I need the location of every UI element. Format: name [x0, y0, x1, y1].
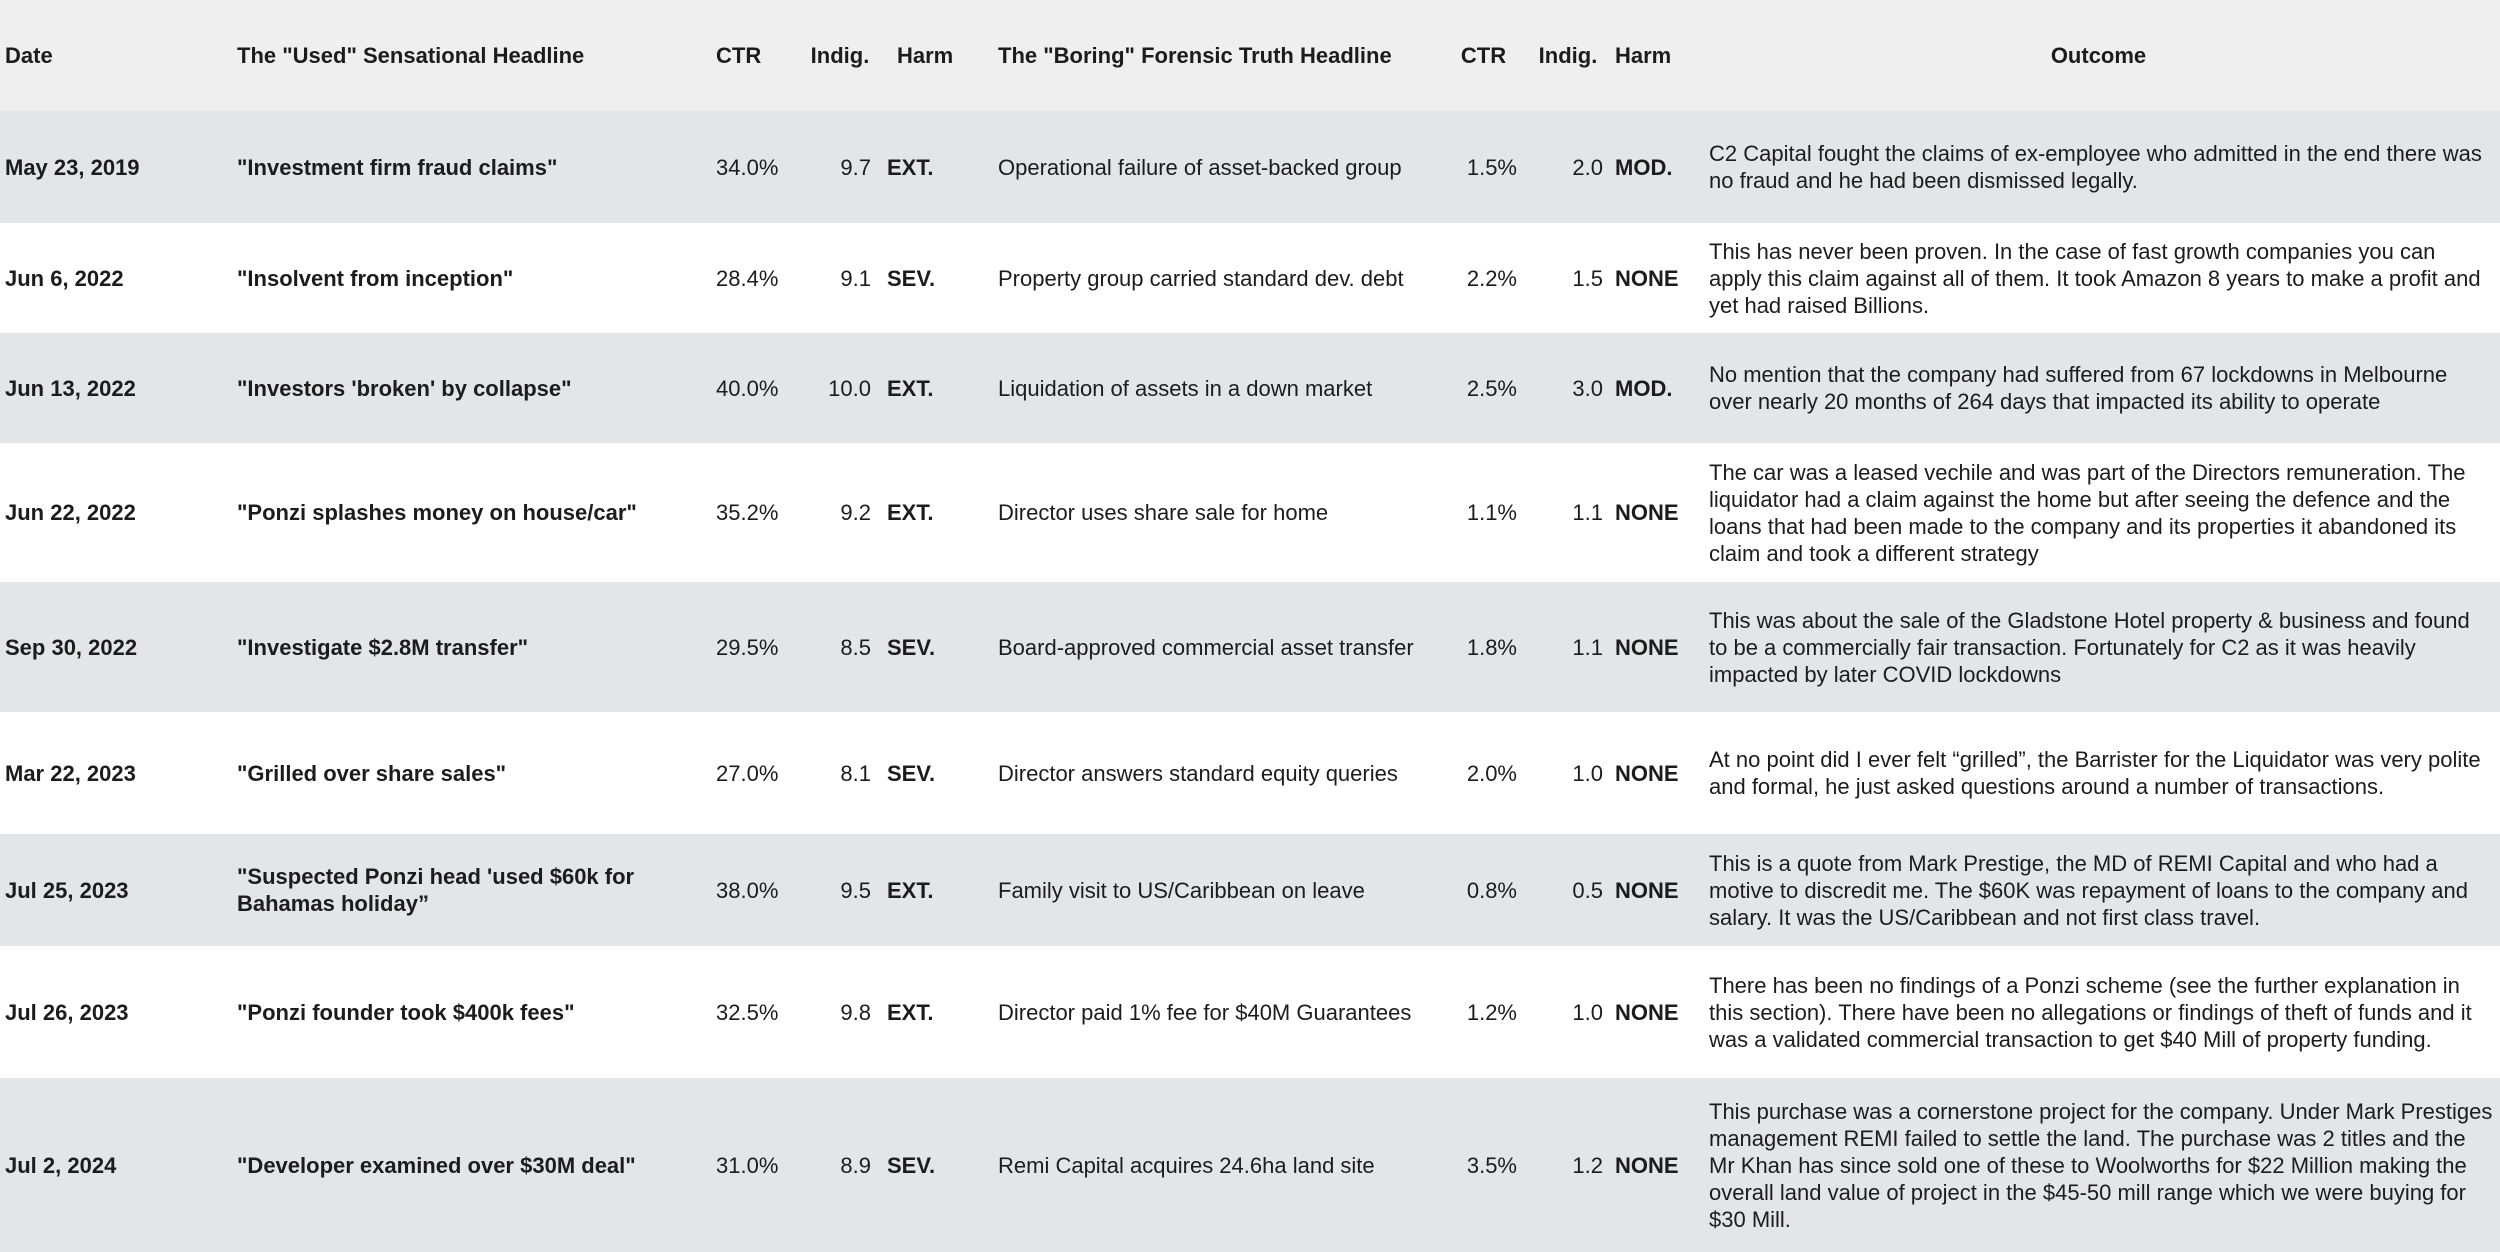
row-9-indig-truth: 1.2: [1525, 1078, 1611, 1252]
row-2-ctr-truth: 2.2%: [1442, 223, 1525, 333]
row-8-ctr: 32.5%: [712, 946, 797, 1078]
row-5-truth-headline: Board-approved commercial asset transfer: [986, 582, 1442, 712]
row-2-harm: SEV.: [883, 223, 986, 333]
row-8-date: Jul 26, 2023: [0, 946, 235, 1078]
row-5-harm: SEV.: [883, 582, 986, 712]
row-3-ctr: 40.0%: [712, 333, 797, 443]
row-3-truth-headline: Liquidation of assets in a down market: [986, 333, 1442, 443]
row-7-harm-truth: NONE: [1611, 834, 1697, 946]
row-3-indig: 10.0: [797, 333, 883, 443]
row-1-used-headline: "Investment firm fraud claims": [235, 111, 712, 223]
row-5-used-headline: "Investigate $2.8M transfer": [235, 582, 712, 712]
row-5-indig-truth: 1.1: [1525, 582, 1611, 712]
row-8-used-headline: "Ponzi founder took $400k fees": [235, 946, 712, 1078]
row-4-used-headline: "Ponzi splashes money on house/car": [235, 443, 712, 582]
row-6-ctr-truth: 2.0%: [1442, 712, 1525, 834]
row-8-truth-headline: Director paid 1% fee for $40M Guarantees: [986, 946, 1442, 1078]
row-4-ctr: 35.2%: [712, 443, 797, 582]
row-6-used-headline: "Grilled over share sales": [235, 712, 712, 834]
row-9-ctr-truth: 3.5%: [1442, 1078, 1525, 1252]
row-2-harm-truth: NONE: [1611, 223, 1697, 333]
row-1-indig: 9.7: [797, 111, 883, 223]
row-4-outcome: The car was a leased vechile and was part of the Directors remuneration. The liquidator had a claim against the home but after seeing the defence and the loans that had been made to the company and its properties it abandoned its claim and took a different strategy: [1697, 443, 2500, 582]
row-1-truth-headline: Operational failure of asset-backed group: [986, 111, 1442, 223]
row-2-ctr: 28.4%: [712, 223, 797, 333]
row-9-indig: 8.9: [797, 1078, 883, 1252]
header-indig: Indig.: [797, 0, 883, 111]
row-5-indig: 8.5: [797, 582, 883, 712]
row-3-used-headline: "Investors 'broken' by collapse": [235, 333, 712, 443]
row-8-ctr-truth: 1.2%: [1442, 946, 1525, 1078]
row-7-harm: EXT.: [883, 834, 986, 946]
row-9-harm-truth: NONE: [1611, 1078, 1697, 1252]
row-6-ctr: 27.0%: [712, 712, 797, 834]
row-7-used-headline: "Suspected Ponzi head 'used $60k for Bahamas holiday”: [235, 834, 712, 946]
header-outcome: Outcome: [1697, 0, 2500, 111]
row-9-outcome: This purchase was a cornerstone project for the company. Under Mark Prestiges management REMI failed to settle the land. The purchase was 2 titles and the Mr Khan has since sold one of these to Woolworths for $22 Million making the overall land value of project in the $45-50 mill range which we were buying for $30 Mill.: [1697, 1078, 2500, 1252]
row-6-harm-truth: NONE: [1611, 712, 1697, 834]
row-7-ctr: 38.0%: [712, 834, 797, 946]
row-3-date: Jun 13, 2022: [0, 333, 235, 443]
row-8-harm-truth: NONE: [1611, 946, 1697, 1078]
row-3-harm: EXT.: [883, 333, 986, 443]
header-ctr: CTR: [712, 0, 797, 111]
row-1-harm-truth: MOD.: [1611, 111, 1697, 223]
row-3-harm-truth: MOD.: [1611, 333, 1697, 443]
row-5-ctr: 29.5%: [712, 582, 797, 712]
header-harm: Harm: [883, 0, 986, 111]
row-1-ctr: 34.0%: [712, 111, 797, 223]
row-1-date: May 23, 2019: [0, 111, 235, 223]
row-6-truth-headline: Director answers standard equity queries: [986, 712, 1442, 834]
row-6-indig-truth: 1.0: [1525, 712, 1611, 834]
row-4-indig: 9.2: [797, 443, 883, 582]
row-6-indig: 8.1: [797, 712, 883, 834]
row-2-indig: 9.1: [797, 223, 883, 333]
row-6-outcome: At no point did I ever felt “grilled”, the Barrister for the Liquidator was very polite and formal, he just asked questions around a number of transactions.: [1697, 712, 2500, 834]
row-5-outcome: This was about the sale of the Gladstone Hotel property & business and found to be a commercially fair transaction. Fortunately for C2 as it was heavily impacted by later COVID lockdowns: [1697, 582, 2500, 712]
row-4-indig-truth: 1.1: [1525, 443, 1611, 582]
row-7-date: Jul 25, 2023: [0, 834, 235, 946]
row-9-harm: SEV.: [883, 1078, 986, 1252]
row-1-harm: EXT.: [883, 111, 986, 223]
row-5-harm-truth: NONE: [1611, 582, 1697, 712]
header-used-headline: The "Used" Sensational Headline: [235, 0, 712, 111]
header-truth-headline: The "Boring" Forensic Truth Headline: [986, 0, 1442, 111]
row-8-indig-truth: 1.0: [1525, 946, 1611, 1078]
row-7-outcome: This is a quote from Mark Prestige, the MD of REMI Capital and who had a motive to discredit me. The $60K was repayment of loans to the company and salary. It was the US/Caribbean and not first class travel.: [1697, 834, 2500, 946]
row-2-indig-truth: 1.5: [1525, 223, 1611, 333]
row-5-date: Sep 30, 2022: [0, 582, 235, 712]
row-4-harm: EXT.: [883, 443, 986, 582]
row-1-outcome: C2 Capital fought the claims of ex-employee who admitted in the end there was no fraud and he had been dismissed legally.: [1697, 111, 2500, 223]
row-8-harm: EXT.: [883, 946, 986, 1078]
header-ctr-truth: CTR: [1442, 0, 1525, 111]
row-2-outcome: This has never been proven. In the case of fast growth companies you can apply this claim against all of them. It took Amazon 8 years to make a profit and yet had raised Billions.: [1697, 223, 2500, 333]
row-6-date: Mar 22, 2023: [0, 712, 235, 834]
row-7-truth-headline: Family visit to US/Caribbean on leave: [986, 834, 1442, 946]
row-3-outcome: No mention that the company had suffered from 67 lockdowns in Melbourne over nearly 20 months of 264 days that impacted its ability to operate: [1697, 333, 2500, 443]
row-8-outcome: There has been no findings of a Ponzi scheme (see the further explanation in this section). There have been no allegations or findings of theft of funds and it was a validated commercial transaction to get $40 Mill of property funding.: [1697, 946, 2500, 1078]
row-7-indig-truth: 0.5: [1525, 834, 1611, 946]
row-8-indig: 9.8: [797, 946, 883, 1078]
row-3-ctr-truth: 2.5%: [1442, 333, 1525, 443]
row-9-date: Jul 2, 2024: [0, 1078, 235, 1252]
row-7-ctr-truth: 0.8%: [1442, 834, 1525, 946]
header-indig-truth: Indig.: [1525, 0, 1611, 111]
row-3-indig-truth: 3.0: [1525, 333, 1611, 443]
row-9-truth-headline: Remi Capital acquires 24.6ha land site: [986, 1078, 1442, 1252]
row-5-ctr-truth: 1.8%: [1442, 582, 1525, 712]
row-6-harm: SEV.: [883, 712, 986, 834]
row-7-indig: 9.5: [797, 834, 883, 946]
row-2-truth-headline: Property group carried standard dev. debt: [986, 223, 1442, 333]
row-9-ctr: 31.0%: [712, 1078, 797, 1252]
row-9-used-headline: "Developer examined over $30M deal": [235, 1078, 712, 1252]
row-2-date: Jun 6, 2022: [0, 223, 235, 333]
row-4-ctr-truth: 1.1%: [1442, 443, 1525, 582]
row-1-indig-truth: 2.0: [1525, 111, 1611, 223]
row-1-ctr-truth: 1.5%: [1442, 111, 1525, 223]
row-4-harm-truth: NONE: [1611, 443, 1697, 582]
row-4-truth-headline: Director uses share sale for home: [986, 443, 1442, 582]
header-date: Date: [0, 0, 235, 111]
header-harm-truth: Harm: [1611, 0, 1697, 111]
row-2-used-headline: "Insolvent from inception": [235, 223, 712, 333]
row-4-date: Jun 22, 2022: [0, 443, 235, 582]
